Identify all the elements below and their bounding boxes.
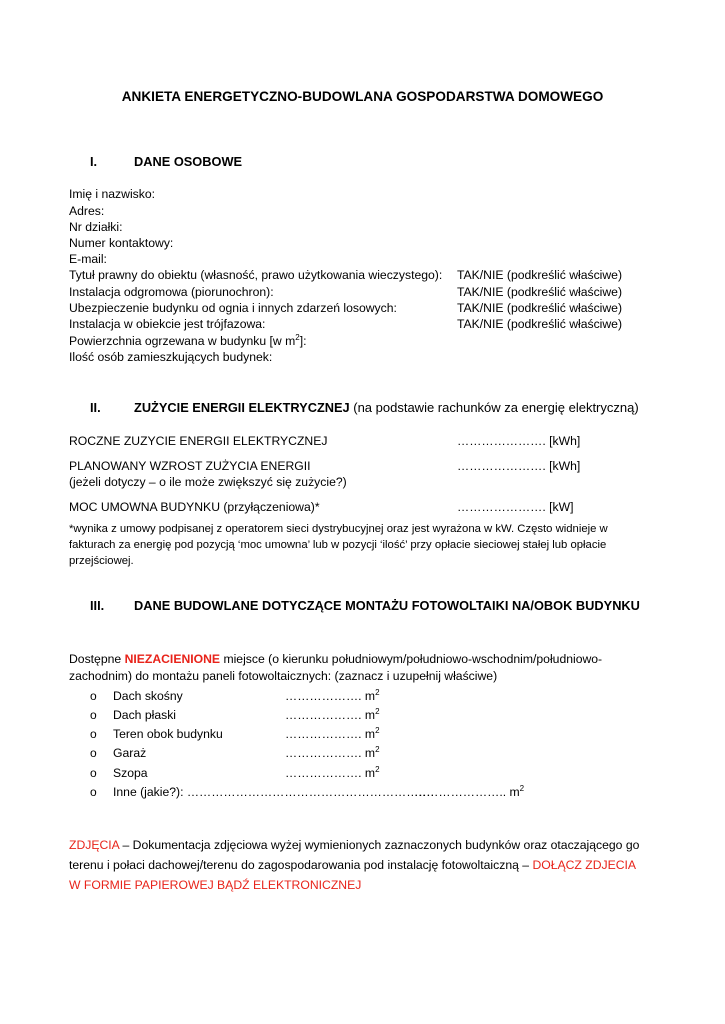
field-phone-label: Numer kontaktowy: [69,236,174,250]
bullet-icon: o [90,689,97,703]
yesno-lightning-label: Instalacja odgromowa (piorunochron): [69,285,274,299]
footnote-line-2: fakturach za energię pod pozycją ‘moc umowna’ lub w pozycji ‘ilość’ przy opłacie sieciowej stałej lub opłacie [69,539,607,551]
option-other-label: Inne (jakie?): ……………………………………………………. [113,785,434,799]
option-shed-label: Szopa [113,766,148,780]
yesno-title-label: Tytuł prawny do obiektu (własność, prawo użytkowania wieczystego): [69,268,443,282]
option-garage-value: ………………. $m^2$ [285,744,380,760]
footnote-line-1: *wynika z umowy podpisanej z operatorem sieci dystrybucyjnej oraz jest wyrażona w kW. Często widnieje w [69,523,608,535]
option-flat-roof-value: ………………. $m^2$ [285,706,380,722]
pv-intro-line-2: zachodnim) do montażu paneli fotowoltaicznych: (zaznacz i uzupełnij właściwe) [69,669,498,683]
yesno-threephase-value: TAK/NIE (podkreślić właściwe) [457,317,623,331]
photos-line-3: W FORMIE PAPIEROWEJ BĄDŹ ELEKTRONICZNEJ [69,878,362,892]
photos-line-2: terenu i połaci dachowej/terenu do zagospodarowania pod instalację fotowoltaiczną – DOŁĄCZ ZDJECIA [69,858,637,872]
option-pitched-roof-label: Dach skośny [113,689,183,703]
field-name-label: Imię i nazwisko: [69,187,156,201]
option-ground-label: Teren obok budynku [113,727,223,741]
pv-intro-line-1: Dostępne NIEZACIENIONE miejsce (o kierunku południowym/południowo-wschodnim/południowo- [69,652,603,666]
heated-area-label: Powierzchnia ogrzewana w budynku [w $m^2$]: [69,332,307,348]
photos-line-1: ZDJĘCIA – Dokumentacja zdjęciowa wyżej wymienionych zaznaczonych budynków oraz otaczającego go [69,838,640,852]
yesno-title-value: TAK/NIE (podkreślić właściwe) [457,268,623,282]
option-pitched-roof-value: ………………. $m^2$ [285,687,380,703]
footnote-line-3: przejściowej. [69,555,134,567]
annual-consumption-value: …………………. [kWh] [457,434,581,448]
bullet-icon: o [90,746,97,760]
yesno-threephase-label: Instalacja w obiekcie jest trójfazowa: [69,317,266,331]
contract-power-value: …………………. [kW] [457,500,574,514]
planned-increase-note: (jeżeli dotyczy – o ile może zwiększyć się zużycie?) [69,475,347,489]
planned-increase-value: …………………. [kWh] [457,459,581,473]
field-plot-label: Nr działki: [69,220,123,234]
yesno-insurance-label: Ubezpieczenie budynku od ognia i innych zdarzeń losowych: [69,301,397,315]
section-2-heading: ZUŻYCIE ENERGII ELEKTRYCZNEJ (na podstawie rachunków za energię elektryczną) [134,400,639,415]
document-title: ANKIETA ENERGETYCZNO-BUDOWLANA GOSPODARSTWA DOMOWEGO [121,89,604,104]
annual-consumption-label: ROCZNE ZUZYCIE ENERGII ELEKTRYCZNEJ [69,434,328,448]
option-garage-label: Garaż [113,746,147,760]
option-ground-value: ………………. $m^2$ [285,725,380,741]
section-1-number: I. [90,154,98,169]
field-email-label: E-mail: [69,252,107,266]
bullet-icon: o [90,785,97,799]
persons-label: Ilość osób zamieszkujących budynek: [69,350,273,364]
planned-increase-label: PLANOWANY WZROST ZUŻYCIA ENERGII [69,459,311,473]
contract-power-label: MOC UMOWNA BUDYNKU (przyłączeniowa)* [69,500,320,514]
bullet-icon: o [90,766,97,780]
bullet-icon: o [90,708,97,722]
yesno-lightning-value: TAK/NIE (podkreślić właściwe) [457,285,623,299]
field-address-label: Adres: [69,204,105,218]
option-shed-value: ………………. $m^2$ [285,764,380,780]
section-3-number: III. [90,598,105,613]
section-1-heading: DANE OSOBOWE [134,154,243,169]
bullet-icon: o [90,727,97,741]
yesno-insurance-value: TAK/NIE (podkreślić właściwe) [457,301,623,315]
section-2-number: II. [90,400,101,415]
option-other-value: ………………….. $m^2$ [414,783,525,799]
option-flat-roof-label: Dach płaski [113,708,176,722]
section-3-heading: DANE BUDOWLANE DOTYCZĄCE MONTAŻU FOTOWOLTAIKI NA/OBOK BUDYNKU [134,598,640,613]
